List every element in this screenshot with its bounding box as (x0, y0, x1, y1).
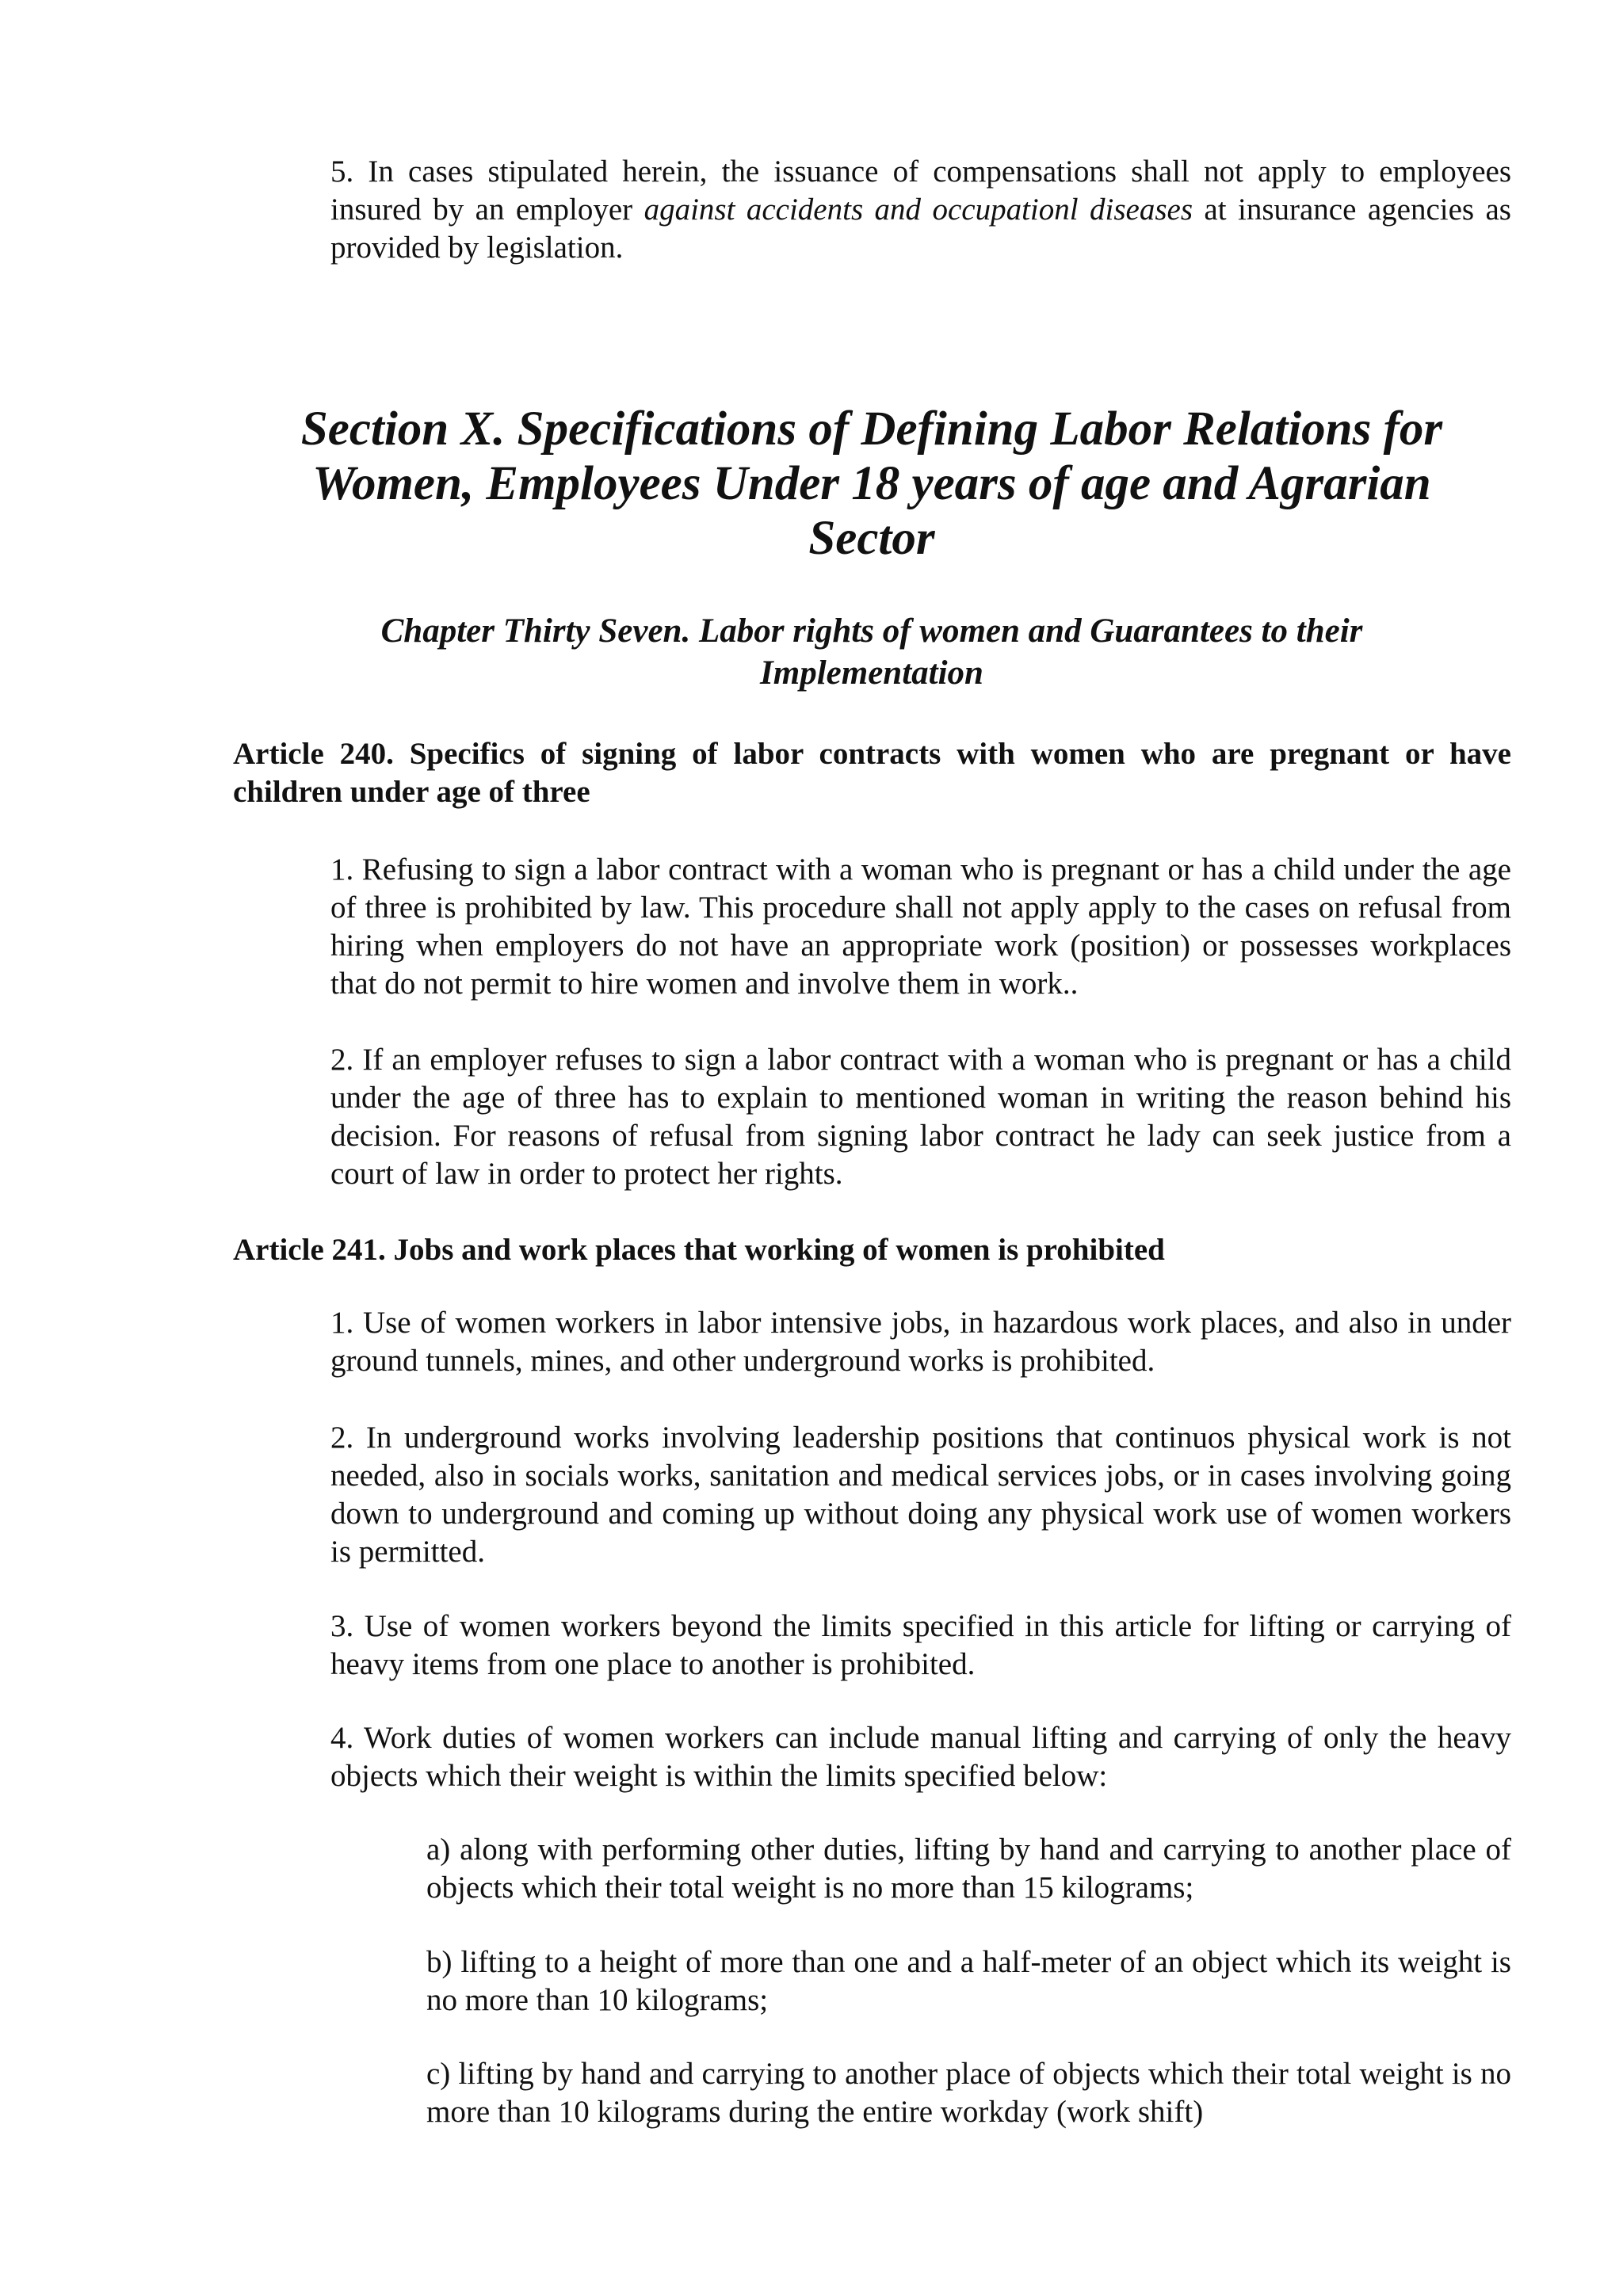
intro-p5-text-before: 5. In cases stipulated herein, the issuance of compensations shall not apply to employees insured by an employer (330, 154, 1511, 227)
section-title-line-3: Sector (808, 512, 935, 565)
article-241-item-c: c) lifting by hand and carrying to another place of objects which their total weight is no more than 10 kilograms during the entire workday (work shift) (426, 2057, 1511, 2129)
article-241-paragraph-2: 2. In underground works involving leadership positions that continuos physical work is not needed, also in socials works, sanitation and medical services jobs, or in cases involving going down to underground and coming up without doing any physical work use of women workers is permitted. (330, 1421, 1511, 1569)
article-241-item-a: a) along with performing other duties, lifting by hand and carrying to another place of objects which their total weight is no more than 15 kilograms; (426, 1833, 1511, 1905)
section-title-line-1: Section X. Specifications of Defining Labor Relations for (300, 402, 1443, 456)
intro-paragraph-5 (330, 153, 1511, 267)
section-title-line-2: Women, Employees Under 18 years of age and Agrarian (312, 457, 1431, 510)
chapter-title-line-1: Chapter Thirty Seven. Labor rights of women and Guarantees to their (380, 612, 1363, 650)
section-title (198, 402, 1545, 566)
article-241-item-b: b) lifting to a height of more than one and a half-meter of an object which its weight is no more than 10 kilograms; (426, 1945, 1511, 2017)
intro-p5-italic-text: against accidents and occupationl diseases (643, 193, 1193, 227)
article-241-paragraph-1: 1. Use of women workers in labor intensive jobs, in hazardous work places, and also in under ground tunnels, mines, and other underground works is prohibited. (330, 1306, 1511, 1378)
chapter-title (262, 610, 1482, 694)
article-240-heading: Article 240. Specifics of signing of labor contracts with women who are pregnant or have children under age of three (233, 737, 1511, 809)
article-240-paragraph-2: 2. If an employer refuses to sign a labor contract with a woman who is pregnant or has a child under the age of three has to explain to mentioned woman in writing the reason behind his decision. For reasons of refusal from signing labor contract he lady can seek justice from a court of law in order to protect her rights. (330, 1043, 1511, 1191)
chapter-title-line-2: Implementation (760, 654, 983, 692)
article-241-paragraph-3: 3. Use of women workers beyond the limits specified in this article for lifting or carrying of heavy items from one place to another is prohibited. (330, 1609, 1511, 1681)
article-240-paragraph-1: 1. Refusing to sign a labor contract with a woman who is pregnant or has a child under the age of three is prohibited by law. This procedure shall not apply apply to the cases on refusal from hiring when employers do not have an appropriate work (position) or possesses workplaces that do not permit to hire women and involve them in work.. (330, 852, 1511, 1001)
article-241-heading: Article 241. Jobs and work places that working of women is prohibited (233, 1233, 1165, 1267)
article-241-paragraph-4: 4. Work duties of women workers can include manual lifting and carrying of only the heavy objects which their weight is within the limits specified below: (330, 1721, 1511, 1793)
intro-p5-text-after: at insurance agencies as provided by legislation. (330, 193, 1511, 265)
